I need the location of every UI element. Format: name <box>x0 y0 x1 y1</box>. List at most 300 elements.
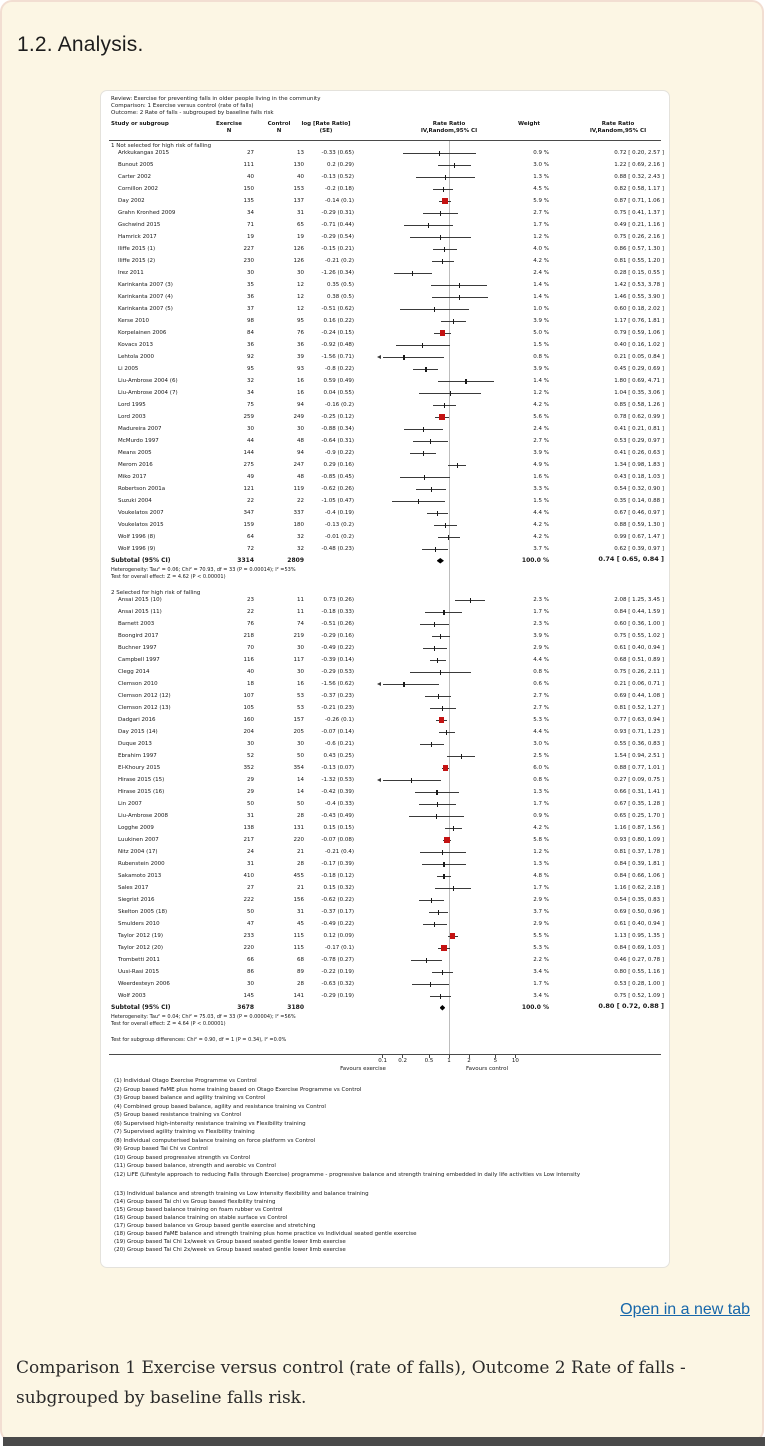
point-marker-tick <box>443 610 444 615</box>
study-control-n: 219 <box>293 633 304 639</box>
study-logrr-se: -0.17 (0.1) <box>324 945 354 951</box>
study-exercise-n: 50 <box>247 801 254 807</box>
study-label: Liu-Ambrose 2004 (7) <box>118 390 178 396</box>
study-label: Suzuki 2004 <box>118 498 152 504</box>
ci-line <box>383 684 440 685</box>
ci-left-arrow-icon <box>377 355 381 359</box>
study-label: Lehtola 2000 <box>118 354 155 360</box>
study-weight: 1.3 % <box>533 174 549 180</box>
page-title: 1.2. Analysis. <box>17 33 144 56</box>
study-logrr-se: 0.15 (0.15) <box>323 825 354 831</box>
subtotal-weight: 100.0 % <box>521 1004 549 1011</box>
study-weight: 1.4 % <box>533 282 549 288</box>
subtotal-rr-ci: 0.74 [ 0.65, 0.84 ] <box>598 555 664 563</box>
point-marker-tick <box>440 634 441 639</box>
study-control-n: 22 <box>297 498 304 504</box>
study-weight: 5.3 % <box>533 945 549 951</box>
footnote-line: (20) Group based Tai Chi 2x/week vs Group based seated gentle lower limb exercise <box>114 1247 346 1253</box>
study-rr-ci: 1.80 [ 0.69, 4.71 ] <box>614 378 664 384</box>
study-logrr-se: -0.29 (0.54) <box>321 234 354 240</box>
study-rr-ci: 0.99 [ 0.67, 1.47 ] <box>614 534 664 540</box>
study-weight: 1.5 % <box>533 342 549 348</box>
col-header-exercise: Exercise <box>216 121 242 127</box>
ci-left-arrow-icon <box>377 778 381 782</box>
col-header-study: Study or subgroup <box>111 121 169 127</box>
study-exercise-n: 49 <box>247 474 254 480</box>
col-header-rr-text: IV,Random,95% CI <box>589 128 647 134</box>
study-exercise-n: 145 <box>243 993 254 999</box>
study-control-n: 53 <box>297 693 304 699</box>
study-label: Voukelatos 2015 <box>118 522 164 528</box>
study-exercise-n: 50 <box>247 909 254 915</box>
study-control-n: 68 <box>297 957 304 963</box>
study-exercise-n: 30 <box>247 270 254 276</box>
study-rr-ci: 1.46 [ 0.55, 3.90 ] <box>614 294 664 300</box>
study-control-n: 28 <box>297 861 304 867</box>
study-exercise-n: 44 <box>247 438 254 444</box>
point-marker-square <box>441 945 447 951</box>
study-control-n: 16 <box>297 681 304 687</box>
study-weight: 2.2 % <box>533 957 549 963</box>
study-weight: 2.9 % <box>533 645 549 651</box>
study-control-n: 94 <box>297 402 304 408</box>
study-label: Miko 2017 <box>118 474 147 480</box>
study-control-n: 50 <box>297 753 304 759</box>
study-control-n: 12 <box>297 306 304 312</box>
study-rr-ci: 0.28 [ 0.15, 0.55 ] <box>614 270 664 276</box>
study-label: Barnett 2003 <box>118 621 155 627</box>
study-weight: 1.7 % <box>533 222 549 228</box>
study-exercise-n: 95 <box>247 366 254 372</box>
study-exercise-n: 30 <box>247 981 254 987</box>
study-weight: 3.9 % <box>533 318 549 324</box>
study-exercise-n: 40 <box>247 174 254 180</box>
study-logrr-se: -0.9 (0.22) <box>324 450 354 456</box>
overall-effect-text: Test for overall effect: Z = 4.64 (P < 0.00001) <box>111 1021 226 1027</box>
study-control-n: 30 <box>297 645 304 651</box>
study-rr-ci: 1.13 [ 0.95, 1.35 ] <box>614 933 664 939</box>
study-weight: 4.8 % <box>533 873 549 879</box>
footnote-line: (9) Group based Tai Chi vs Control <box>114 1146 208 1152</box>
point-marker-tick <box>411 778 412 783</box>
study-weight: 2.7 % <box>533 210 549 216</box>
study-rr-ci: 1.16 [ 0.62, 2.18 ] <box>614 885 664 891</box>
point-marker-tick <box>437 802 438 807</box>
study-label: Karinkanta 2007 (5) <box>118 306 173 312</box>
axis-tick <box>449 1054 450 1058</box>
study-label: Ansai 2015 (11) <box>118 609 162 615</box>
study-logrr-se: -0.39 (0.14) <box>321 657 354 663</box>
footnote-line: (2) Group based FaME plus home training based on Otago Exercise Programme vs Control <box>114 1086 362 1093</box>
study-weight: 2.5 % <box>533 753 549 759</box>
study-weight: 3.3 % <box>533 486 549 492</box>
point-marker-tick <box>443 862 444 867</box>
footnote-line: (17) Group based balance vs Group based gentle exercise and stretching <box>114 1223 316 1229</box>
point-marker-tick <box>442 850 443 855</box>
footnote-line: (7) Supervised agility training vs Flexibility training <box>114 1129 255 1135</box>
study-weight: 4.0 % <box>533 246 549 252</box>
study-rr-ci: 0.53 [ 0.29, 0.97 ] <box>614 438 664 444</box>
study-logrr-se: -0.43 (0.49) <box>321 813 354 819</box>
study-logrr-se: 0.15 (0.32) <box>323 885 354 891</box>
study-logrr-se: 0.59 (0.49) <box>323 378 354 384</box>
study-exercise-n: 105 <box>243 705 254 711</box>
study-logrr-se: 0.04 (0.55) <box>323 390 354 396</box>
study-weight: 4.2 % <box>533 825 549 831</box>
axis-tick-label: 10 <box>511 1058 519 1064</box>
point-marker-tick <box>438 694 439 699</box>
study-weight: 3.7 % <box>533 909 549 915</box>
study-logrr-se: -1.56 (0.62) <box>321 681 354 687</box>
point-marker-square <box>442 198 448 204</box>
study-weight: 2.4 % <box>533 270 549 276</box>
point-marker-square <box>450 933 456 939</box>
study-label: Day 2002 <box>118 198 145 204</box>
study-logrr-se: -0.13 (0.07) <box>321 765 354 771</box>
study-exercise-n: 52 <box>247 753 254 759</box>
heterogeneity-text: Heterogeneity: Tau² = 0.04; Chi² = 75.03, df = 33 (P = 0.00004); I² =56% <box>111 1014 296 1020</box>
study-control-n: 74 <box>297 621 304 627</box>
ci-line <box>394 273 432 274</box>
study-exercise-n: 98 <box>247 318 254 324</box>
study-exercise-n: 22 <box>247 609 254 615</box>
study-label: Clemson 2012 (12) <box>118 693 171 699</box>
footnote-line: (15) Group based balance training on foam rubber vs Control <box>114 1207 283 1213</box>
study-control-n: 14 <box>297 777 304 783</box>
footnote-line: (13) Individual balance and strength training vs Low intensity flexibility and balance training <box>114 1191 369 1197</box>
study-logrr-se: -0.63 (0.32) <box>321 981 354 987</box>
point-marker-tick <box>442 259 443 264</box>
point-marker-tick <box>418 499 419 504</box>
study-weight: 2.7 % <box>533 705 549 711</box>
point-marker-tick <box>436 814 437 819</box>
study-exercise-n: 204 <box>243 729 254 735</box>
axis-tick-label: 0.5 <box>424 1058 434 1064</box>
study-label: Gschwind 2015 <box>118 222 161 228</box>
subtotal-label: Subtotal (95% CI) <box>111 557 171 564</box>
study-weight: 2.7 % <box>533 438 549 444</box>
study-exercise-n: 36 <box>247 294 254 300</box>
study-control-n: 30 <box>297 426 304 432</box>
study-label: Hirase 2015 (15) <box>118 777 165 783</box>
study-rr-ci: 0.61 [ 0.40, 0.94 ] <box>614 921 664 927</box>
footnote-line: (12) LiFE (Lifestyle approach to reducing Falls through Exercise) programme - progressive balance and strength training embedded in daily life activities vs Low intensity <box>114 1171 581 1178</box>
heterogeneity-text: Heterogeneity: Tau² = 0.06; Chi² = 70.93, df = 33 (P = 0.00014); I² =53% <box>111 567 296 573</box>
study-logrr-se: -0.62 (0.26) <box>321 486 354 492</box>
study-exercise-n: 116 <box>243 657 254 663</box>
study-logrr-se: -1.56 (0.71) <box>321 354 354 360</box>
point-marker-tick <box>431 898 432 903</box>
study-weight: 1.5 % <box>533 498 549 504</box>
point-marker-tick <box>459 295 460 300</box>
study-control-n: 76 <box>297 330 304 336</box>
col-header-rr-plot: Rate Ratio <box>432 121 466 127</box>
study-weight: 0.8 % <box>533 777 549 783</box>
study-control-n: 130 <box>293 162 304 168</box>
col-header-rr-plot: IV,Random,95% CI <box>420 128 478 134</box>
figure-caption: Comparison 1 Exercise versus control (rate of falls), Outcome 2 Rate of falls - subgrouped by baseline falls risk. <box>16 1358 686 1408</box>
axis-tick <box>495 1054 496 1058</box>
study-logrr-se: -0.4 (0.33) <box>324 801 354 807</box>
subgroup-title: 2 Selected for high risk of falling <box>111 590 201 596</box>
study-control-n: 131 <box>293 825 304 831</box>
footnote-line: (14) Group based Tai chi vs Group based flexibility training <box>114 1199 276 1205</box>
study-label: Madureira 2007 <box>118 426 162 432</box>
study-control-n: 354 <box>293 765 304 771</box>
study-exercise-n: 138 <box>243 825 254 831</box>
study-weight: 4.9 % <box>533 462 549 468</box>
axis-line <box>109 1054 661 1055</box>
study-weight: 5.5 % <box>533 933 549 939</box>
study-exercise-n: 75 <box>247 402 254 408</box>
study-exercise-n: 29 <box>247 789 254 795</box>
study-weight: 2.9 % <box>533 921 549 927</box>
study-control-n: 32 <box>297 534 304 540</box>
study-label: McMurdo 1997 <box>118 438 159 444</box>
study-exercise-n: 233 <box>243 933 254 939</box>
point-marker-tick <box>403 355 404 360</box>
study-exercise-n: 32 <box>247 378 254 384</box>
study-rr-ci: 0.75 [ 0.26, 2.11 ] <box>614 669 664 675</box>
study-rr-ci: 1.22 [ 0.69, 2.16 ] <box>614 162 664 168</box>
study-logrr-se: 0.38 (0.5) <box>326 294 354 300</box>
study-exercise-n: 34 <box>247 390 254 396</box>
study-label: Kovacs 2013 <box>118 342 153 348</box>
study-weight: 1.2 % <box>533 849 549 855</box>
study-rr-ci: 0.82 [ 0.58, 1.17 ] <box>614 186 664 192</box>
study-weight: 1.4 % <box>533 294 549 300</box>
study-rr-ci: 0.84 [ 0.66, 1.06 ] <box>614 873 664 879</box>
study-weight: 0.8 % <box>533 354 549 360</box>
point-marker-tick <box>446 730 447 735</box>
study-logrr-se: -1.26 (0.34) <box>321 270 354 276</box>
study-rr-ci: 0.85 [ 0.58, 1.26 ] <box>614 402 664 408</box>
study-label: Boongird 2017 <box>118 633 159 639</box>
study-weight: 2.7 % <box>533 693 549 699</box>
study-control-n: 126 <box>293 246 304 252</box>
study-rr-ci: 0.79 [ 0.59, 1.06 ] <box>614 330 664 336</box>
study-control-n: 455 <box>293 873 304 879</box>
study-control-n: 11 <box>297 609 304 615</box>
center-line <box>449 141 450 1054</box>
point-marker-tick <box>444 247 445 252</box>
study-rr-ci: 0.68 [ 0.51, 0.89 ] <box>614 657 664 663</box>
point-marker-tick <box>437 511 438 516</box>
study-control-n: 39 <box>297 354 304 360</box>
study-rr-ci: 0.27 [ 0.09, 0.75 ] <box>614 777 664 783</box>
axis-tick <box>429 1054 430 1058</box>
study-rr-ci: 1.17 [ 0.76, 1.81 ] <box>614 318 664 324</box>
study-label: Taylor 2012 (19) <box>118 933 164 939</box>
study-label: Logghe 2009 <box>118 825 154 831</box>
study-label: Skelton 2005 (18) <box>118 909 168 915</box>
study-exercise-n: 36 <box>247 342 254 348</box>
study-rr-ci: 0.45 [ 0.29, 0.69 ] <box>614 366 664 372</box>
study-exercise-n: 29 <box>247 777 254 783</box>
study-weight: 3.9 % <box>533 366 549 372</box>
study-rr-ci: 1.54 [ 0.94, 2.51 ] <box>614 753 664 759</box>
study-logrr-se: -0.42 (0.39) <box>321 789 354 795</box>
study-rr-ci: 0.60 [ 0.18, 2.02 ] <box>614 306 664 312</box>
study-exercise-n: 31 <box>247 813 254 819</box>
study-logrr-se: -0.25 (0.12) <box>321 414 354 420</box>
point-marker-tick <box>422 343 423 348</box>
study-label: Wolf 1996 (8) <box>118 534 156 540</box>
study-weight: 4.4 % <box>533 657 549 663</box>
point-marker-tick <box>445 175 446 180</box>
study-exercise-n: 27 <box>247 150 254 156</box>
study-weight: 0.9 % <box>533 813 549 819</box>
study-exercise-n: 35 <box>247 282 254 288</box>
study-weight: 1.7 % <box>533 609 549 615</box>
study-control-n: 16 <box>297 390 304 396</box>
study-control-n: 31 <box>297 909 304 915</box>
study-exercise-n: 220 <box>243 945 254 951</box>
study-label: Luukinen 2007 <box>118 837 159 843</box>
study-control-n: 32 <box>297 546 304 552</box>
point-marker-tick <box>428 223 429 228</box>
col-header-logrr: (SE) <box>319 128 333 134</box>
study-exercise-n: 37 <box>247 306 254 312</box>
point-marker-square <box>439 717 445 723</box>
study-logrr-se: -1.32 (0.53) <box>321 777 354 783</box>
study-control-n: 180 <box>293 522 304 528</box>
study-label: Siegrist 2016 <box>118 897 155 903</box>
study-exercise-n: 222 <box>243 897 254 903</box>
study-weight: 1.3 % <box>533 789 549 795</box>
study-control-n: 11 <box>297 597 304 603</box>
study-exercise-n: 71 <box>247 222 254 228</box>
study-exercise-n: 347 <box>243 510 254 516</box>
study-weight: 0.9 % <box>533 150 549 156</box>
study-logrr-se: -0.78 (0.27) <box>321 957 354 963</box>
study-control-n: 30 <box>297 270 304 276</box>
study-label: Robertson 2001a <box>118 486 166 492</box>
study-logrr-se: -0.71 (0.44) <box>321 222 354 228</box>
study-logrr-se: -0.07 (0.14) <box>321 729 354 735</box>
study-rr-ci: 0.75 [ 0.52, 1.09 ] <box>614 993 664 999</box>
study-weight: 3.9 % <box>533 450 549 456</box>
study-control-n: 141 <box>293 993 304 999</box>
study-logrr-se: -0.13 (0.52) <box>321 174 354 180</box>
study-rr-ci: 0.62 [ 0.39, 0.97 ] <box>614 546 664 552</box>
study-label: Liu-Ambrose 2004 (6) <box>118 378 178 384</box>
study-logrr-se: -0.17 (0.39) <box>321 861 354 867</box>
point-marker-tick <box>438 910 439 915</box>
study-exercise-n: 30 <box>247 741 254 747</box>
study-label: Merom 2016 <box>118 462 153 468</box>
point-marker-tick <box>439 151 440 156</box>
point-marker-square <box>443 765 449 771</box>
forest-plot-figure <box>100 90 670 1268</box>
study-label: Lin 2007 <box>118 801 142 807</box>
point-marker-tick <box>440 235 441 240</box>
point-marker-tick <box>444 403 445 408</box>
point-marker-tick <box>443 187 444 192</box>
point-marker-tick <box>440 211 441 216</box>
study-rr-ci: 0.78 [ 0.62, 0.99 ] <box>614 414 664 420</box>
study-logrr-se: -0.49 (0.22) <box>321 645 354 651</box>
footnote-line: (6) Supervised high-intensity resistance training vs Flexibility training <box>114 1120 306 1127</box>
footnote-line: (19) Group based Tai Chi 1x/week vs Group based seated gentle lower limb exercise <box>114 1239 346 1245</box>
study-control-n: 28 <box>297 981 304 987</box>
open-in-new-tab-link[interactable]: Open in a new tab <box>620 1301 750 1318</box>
study-control-n: 48 <box>297 474 304 480</box>
study-label: Trombetti 2011 <box>118 957 160 963</box>
point-marker-tick <box>423 451 424 456</box>
axis-tick-label: 1 <box>447 1058 451 1064</box>
study-control-n: 16 <box>297 378 304 384</box>
study-control-n: 21 <box>297 885 304 891</box>
study-exercise-n: 70 <box>247 645 254 651</box>
study-exercise-n: 217 <box>243 837 254 843</box>
study-label: Sakamoto 2013 <box>118 873 162 879</box>
study-rr-ci: 0.49 [ 0.21, 1.16 ] <box>614 222 664 228</box>
point-marker-tick <box>431 487 432 492</box>
study-logrr-se: -0.85 (0.45) <box>321 474 354 480</box>
study-control-n: 65 <box>297 222 304 228</box>
study-exercise-n: 159 <box>243 522 254 528</box>
study-exercise-n: 135 <box>243 198 254 204</box>
point-marker-tick <box>442 706 443 711</box>
study-label: Wolf 1996 (9) <box>118 546 156 552</box>
study-weight: 3.4 % <box>533 993 549 999</box>
study-weight: 5.0 % <box>533 330 549 336</box>
study-logrr-se: -0.64 (0.31) <box>321 438 354 444</box>
study-logrr-se: 0.35 (0.5) <box>326 282 354 288</box>
point-marker-square <box>444 837 450 843</box>
study-control-n: 205 <box>293 729 304 735</box>
study-control-n: 36 <box>297 342 304 348</box>
study-control-n: 14 <box>297 789 304 795</box>
point-marker-tick <box>434 307 435 312</box>
study-logrr-se: -0.37 (0.23) <box>321 693 354 699</box>
point-marker-tick <box>412 271 413 276</box>
study-exercise-n: 121 <box>243 486 254 492</box>
point-marker-tick <box>434 622 435 627</box>
study-logrr-se: -0.21 (0.4) <box>324 849 354 855</box>
review-line: Review: Exercise for preventing falls in older people living in the community <box>111 96 321 102</box>
study-rr-ci: 2.08 [ 1.25, 3.45 ] <box>614 597 664 603</box>
study-rr-ci: 0.67 [ 0.46, 0.97 ] <box>614 510 664 516</box>
footnote-line: (5) Group based resistance training vs Control <box>114 1112 242 1118</box>
study-weight: 3.4 % <box>533 969 549 975</box>
subtotal-label: Subtotal (95% CI) <box>111 1004 171 1011</box>
study-logrr-se: -0.21 (0.23) <box>321 705 354 711</box>
study-weight: 1.2 % <box>533 390 549 396</box>
study-control-n: 94 <box>297 450 304 456</box>
study-weight: 1.2 % <box>533 234 549 240</box>
study-weight: 1.4 % <box>533 378 549 384</box>
axis-tick <box>515 1054 516 1058</box>
study-exercise-n: 107 <box>243 693 254 699</box>
study-weight: 4.2 % <box>533 258 549 264</box>
point-marker-tick <box>470 598 471 603</box>
study-label: Lord 2003 <box>118 414 146 420</box>
study-label: El-Khoury 2015 <box>118 765 161 771</box>
point-marker-tick <box>430 982 431 987</box>
study-logrr-se: -0.92 (0.48) <box>321 342 354 348</box>
point-marker-tick <box>425 367 426 372</box>
axis-tick-label: 0.2 <box>398 1058 407 1064</box>
study-rr-ci: 0.88 [ 0.59, 1.30 ] <box>614 522 664 528</box>
study-logrr-se: -0.29 (0.53) <box>321 669 354 675</box>
point-marker-tick <box>461 754 462 759</box>
study-rr-ci: 0.75 [ 0.26, 2.16 ] <box>614 234 664 240</box>
study-control-n: 119 <box>293 486 304 492</box>
footnote-line: (18) Group based FaME balance and strength training plus home practice vs Individual seated gentle exercise <box>114 1231 417 1237</box>
study-control-n: 48 <box>297 438 304 444</box>
